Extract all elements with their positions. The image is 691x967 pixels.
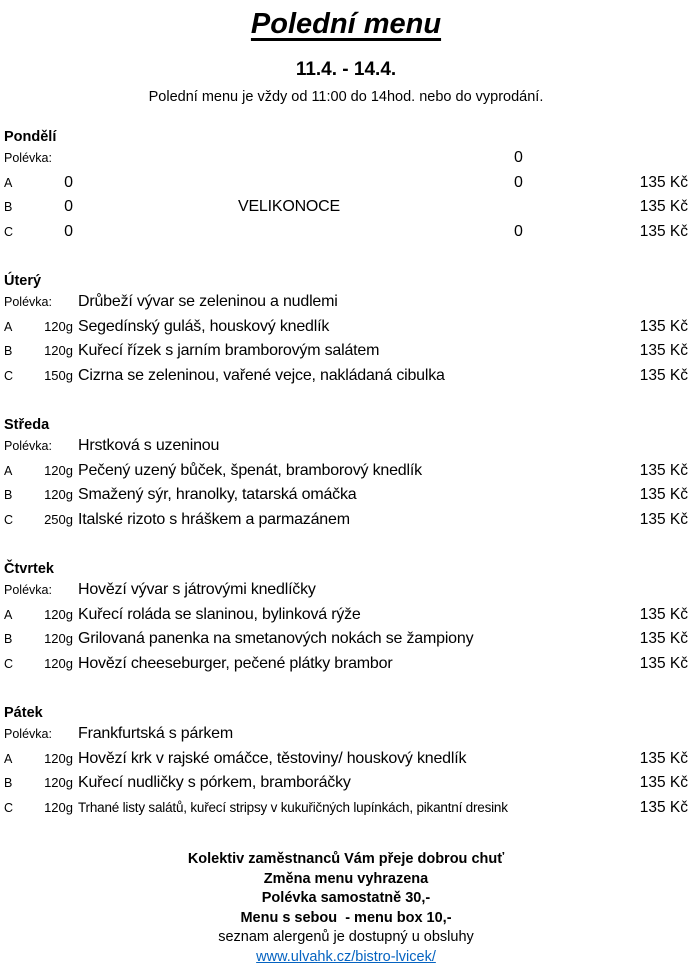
item-price: 135 Kč (639, 198, 688, 215)
item-weight: 120g (44, 775, 73, 790)
menu-item-row (4, 367, 688, 392)
day-title: Pondělí (4, 129, 57, 145)
menu-item-row (4, 342, 688, 367)
item-weight: 120g (44, 631, 73, 646)
item-text: Pečený uzený bůček, špenát, bramborový knedlík (78, 461, 422, 479)
item-letter: C (4, 368, 14, 383)
item-letter: B (4, 488, 13, 502)
menu-item-row (4, 223, 688, 248)
menu-item-row (4, 511, 688, 536)
item-text: Cizrna se zeleninou, vařené vejce, nakládaná cibulka (78, 366, 445, 384)
day-title: Úterý (4, 273, 42, 289)
soup-row (4, 149, 688, 174)
item-letter: C (4, 512, 14, 527)
day-section-thursday (4, 557, 688, 679)
item-mid-value: 0 (514, 222, 523, 240)
item-weight: 120g (44, 606, 73, 622)
item-letter: A (4, 319, 13, 334)
menu-item-row (4, 774, 688, 799)
soup-row (4, 437, 688, 462)
soup-label: Polévka: (4, 151, 52, 165)
item-text: Segedínský guláš, houskový knedlík (78, 317, 330, 335)
item-price: 135 Kč (639, 461, 688, 479)
item-weight: 120g (44, 318, 73, 334)
item-text: Hovězí krk v rajské omáčce, těstoviny/ houskový knedlík (78, 749, 467, 767)
item-weight: 0 (64, 173, 73, 191)
item-letter: B (4, 776, 13, 790)
item-weight: 150g (44, 367, 73, 383)
soup-mid-value: 0 (514, 149, 523, 166)
soup-name: Drůbeží vývar se zeleninou a nudlemi (78, 293, 338, 310)
item-price: 135 Kč (639, 654, 688, 672)
item-price: 135 Kč (639, 486, 688, 503)
item-weight: 120g (44, 487, 73, 502)
menu-item-row (4, 462, 688, 487)
day-section-wednesday (4, 413, 688, 535)
day-section-tuesday (4, 269, 688, 391)
item-text: Kuřecí nudličky s pórkem, bramboráčky (78, 774, 351, 791)
date-range: 11.4. - 14.4. (295, 59, 397, 80)
menu-item-row (4, 606, 688, 631)
day-section-friday (4, 701, 688, 823)
item-letter: A (4, 751, 13, 766)
soup-row (4, 293, 688, 318)
soup-name: Frankfurtská s párkem (78, 725, 233, 742)
item-weight: 120g (44, 343, 73, 358)
item-letter: A (4, 463, 13, 478)
item-weight: 120g (44, 462, 73, 478)
item-price: 135 Kč (639, 749, 688, 767)
soup-label: Polévka: (4, 439, 52, 453)
menu-item-row (4, 486, 688, 511)
item-text: Grilovaná panenka na smetanových nokách se žampiony (78, 630, 474, 647)
item-text: Smažený sýr, hranolky, tatarská omáčka (78, 486, 357, 503)
item-text: VELIKONOCE (237, 198, 341, 215)
item-price: 135 Kč (639, 774, 688, 791)
day-title: Čtvrtek (4, 561, 54, 577)
soup-row (4, 581, 688, 606)
item-mid-value: 0 (514, 173, 523, 191)
item-letter: C (4, 656, 14, 671)
item-letter: C (4, 800, 14, 815)
item-price: 135 Kč (639, 798, 688, 816)
item-letter: B (4, 344, 13, 358)
menu-item-row (4, 630, 688, 655)
item-letter: C (4, 224, 14, 239)
item-letter: B (4, 200, 13, 214)
subtitle: Polední menu je vždy od 11:00 do 14hod. nebo do vyprodání. (148, 89, 544, 105)
soup-label: Polévka: (4, 295, 52, 309)
item-weight: 120g (44, 750, 73, 766)
menu-body (4, 125, 688, 823)
item-price: 135 Kč (639, 366, 688, 384)
menu-item-row (4, 318, 688, 343)
soup-name: Hovězí vývar s játrovými knedlíčky (78, 581, 316, 598)
menu-item-row (4, 198, 688, 223)
item-price: 135 Kč (639, 317, 688, 335)
item-price: 135 Kč (639, 342, 688, 359)
item-price: 135 Kč (639, 510, 688, 528)
item-text: Kuřecí roláda se slaninou, bylinková rýže (78, 605, 361, 623)
day-title: Středa (4, 417, 50, 433)
footer-allergens-line: seznam alergenů je dostupný u obsluhy (218, 929, 474, 945)
website-link[interactable]: www.ulvahk.cz/bistro-lvicek/ (256, 948, 436, 965)
page-title (4, 5, 688, 43)
item-price: 135 Kč (639, 173, 688, 191)
item-weight: 120g (44, 799, 73, 815)
item-text: Italské rizoto s hráškem a parmazánem (78, 510, 350, 528)
menu-item-row (4, 174, 688, 199)
soup-row (4, 725, 688, 750)
item-price: 135 Kč (639, 605, 688, 623)
footer (4, 850, 688, 967)
item-text: Kuřecí řízek s jarním bramborovým salátem (78, 342, 380, 359)
menu-item-row (4, 655, 688, 680)
item-price: 135 Kč (639, 630, 688, 647)
item-price: 135 Kč (639, 222, 688, 240)
soup-label: Polévka: (4, 583, 52, 597)
menu-item-row (4, 799, 688, 824)
footer-soup-price-line: Polévka samostatně 30,- (261, 890, 431, 906)
item-weight: 0 (64, 222, 73, 240)
item-text: Hovězí cheeseburger, pečené plátky brambor (78, 654, 393, 672)
item-letter: A (4, 607, 13, 622)
item-weight: 250g (44, 511, 73, 527)
item-weight: 120g (44, 655, 73, 671)
day-title: Pátek (4, 705, 43, 721)
item-weight: 0 (64, 198, 73, 215)
item-text: Trhané listy salátů, kuřecí stripsy v kukuřičných lupínkách, pikantní dresink (78, 799, 508, 815)
soup-name: Hrstková s uzeninou (78, 437, 220, 454)
soup-label: Polévka: (4, 727, 52, 741)
footer-wish-line: Kolektiv zaměstnanců Vám přeje dobrou chuť (187, 851, 505, 867)
menu-item-row (4, 750, 688, 775)
page-title-text: Polední menu (250, 8, 442, 40)
item-letter: B (4, 632, 13, 646)
footer-takeaway-line: Menu s sebou - menu box 10,- (240, 909, 452, 926)
item-letter: A (4, 175, 13, 190)
day-section-monday (4, 125, 688, 247)
footer-change-line: Změna menu vyhrazena (263, 870, 429, 887)
